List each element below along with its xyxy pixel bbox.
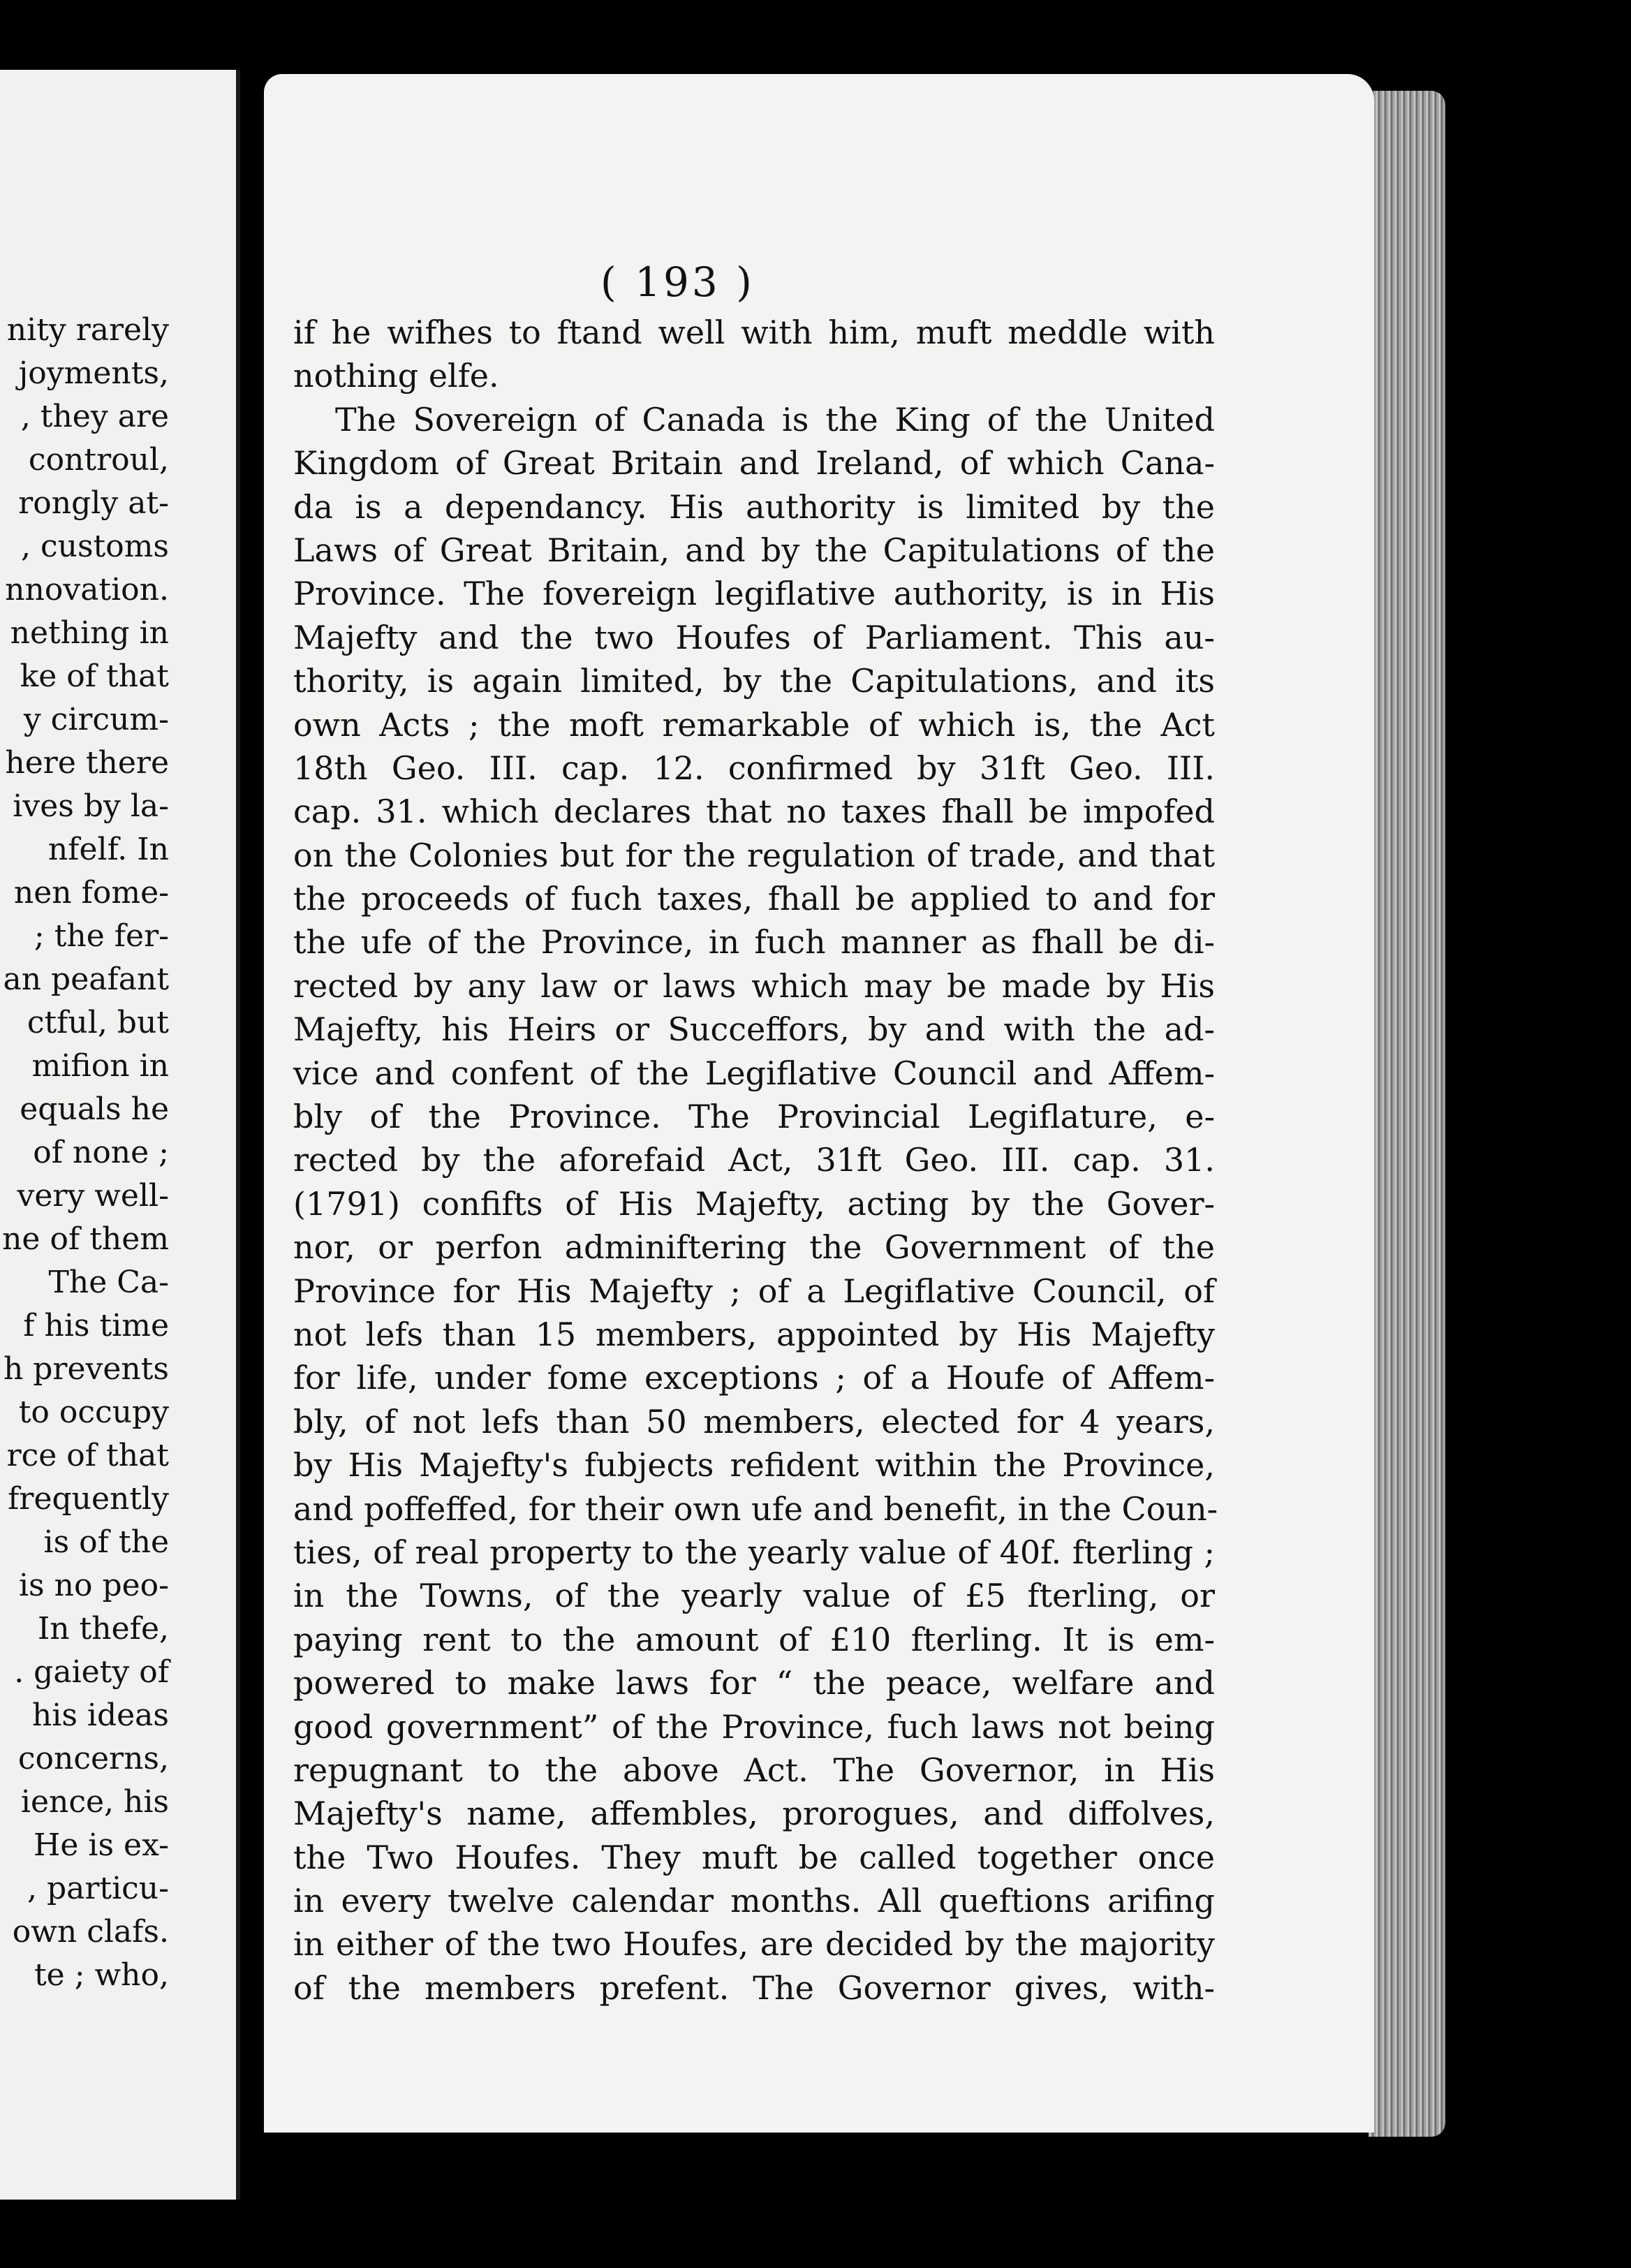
left-text-line: nnovation.	[5, 572, 169, 608]
left-text-line: is of the	[43, 1524, 169, 1560]
text-line: if he wifhes to ftand well with him, muft meddle with	[293, 314, 1215, 351]
left-text-line: h prevents	[3, 1351, 169, 1387]
text-line: Majefty and the two Houfes of Parliament. This au-	[293, 618, 1215, 656]
left-text-line: ctful, but	[27, 1005, 169, 1040]
left-text-line: concerns,	[17, 1741, 169, 1776]
left-text-line: , they are	[20, 399, 169, 434]
text-line: Province for His Majefty ; of a Legiflative Council, of	[293, 1272, 1215, 1310]
left-text-line: The Ca-	[48, 1265, 169, 1300]
text-line: da is a dependancy. His authority is limited by the	[293, 487, 1215, 526]
left-text-line: his ideas	[31, 1698, 169, 1733]
left-text-line: rongly at-	[18, 485, 169, 521]
left-text-line: . gaiety of	[14, 1654, 169, 1690]
text-line: thority, is again limited, by the Capitulations, and its	[293, 662, 1215, 700]
left-text-line: mifion in	[31, 1048, 169, 1084]
left-text-line: frequently	[8, 1481, 169, 1517]
left-text-line: here there	[5, 745, 169, 781]
left-page	[0, 70, 240, 2200]
left-text-line: ; the fer-	[34, 918, 169, 954]
left-text-line: joyments,	[18, 355, 169, 391]
left-text-line: , customs	[20, 529, 169, 564]
text-line: powered to make laws for “ the peace, welfare and	[293, 1664, 1215, 1702]
left-text-line: ives by la-	[13, 788, 169, 824]
left-text-line: equals he	[20, 1091, 169, 1127]
text-line: Majefty, his Heirs or Succeffors, by and with the ad-	[293, 1010, 1215, 1049]
left-text-line: , particu-	[27, 1871, 169, 1906]
left-text-line: ke of that	[20, 658, 169, 694]
text-line: paying rent to the amount of £10 fterling. It is em-	[293, 1620, 1215, 1658]
text-line: not lefs than 15 members, appointed by His Majefty	[293, 1315, 1215, 1353]
text-line: rected by the aforefaid Act, 31ft Geo. III. cap. 31.	[293, 1141, 1215, 1179]
text-line: rected by any law or laws which may be made by His	[293, 966, 1215, 1005]
text-line: the proceeds of fuch taxes, fhall be applied to and for	[293, 880, 1215, 918]
text-line: bly of the Province. The Provincial Legiflature, e-	[293, 1098, 1215, 1136]
text-line: vice and confent of the Legiflative Council and Affem-	[293, 1054, 1215, 1092]
text-line: in the Towns, of the yearly value of £5 fterling, or	[293, 1577, 1215, 1615]
text-line: by His Majefty's fubjects refident within the Province,	[293, 1446, 1215, 1485]
text-line: for life, under fome exceptions ; of a Houfe of Affem-	[293, 1359, 1215, 1397]
text-line: bly, of not lefs than 50 members, elected for 4 years,	[293, 1402, 1215, 1441]
page-edges	[1368, 91, 1445, 2137]
text-line: the ufe of the Province, in fuch manner as fhall be di-	[293, 923, 1215, 962]
text-line: ties, of real property to the yearly value of 40f. fterling ;	[293, 1533, 1215, 1571]
text-line: in either of the two Houfes, are decided by the majority	[293, 1925, 1215, 1964]
text-line: Laws of Great Britain, and by the Capitulations of the	[293, 531, 1215, 569]
text-line: the Two Houfes. They muft be called together once	[293, 1838, 1215, 1876]
left-text-line: rce of that	[6, 1438, 169, 1473]
left-page-text	[0, 309, 169, 1997]
left-text-line: nething in	[10, 615, 169, 651]
body-text	[293, 311, 1218, 2010]
left-text-line: ience, his	[20, 1784, 169, 1820]
page-number: ( 193 )	[600, 258, 755, 306]
left-text-line: controul,	[28, 442, 169, 478]
text-line: nor, or perfon adminiftering the Government of the	[293, 1228, 1215, 1267]
text-line: (1791) confifts of His Majefty, acting by the Gover-	[293, 1184, 1215, 1223]
left-text-line: an peafant	[3, 962, 169, 997]
text-line: Majefty's name, affembles, prorogues, and diffolves,	[293, 1795, 1215, 1833]
left-text-line: te ; who,	[34, 1957, 169, 1993]
left-text-line: In thefe,	[37, 1611, 169, 1647]
text-line: cap. 31. which declares that no taxes fhall be impofed	[293, 793, 1215, 831]
left-text-line: y circum-	[23, 702, 169, 737]
text-line: The Sovereign of Canada is the King of the United	[335, 400, 1215, 439]
left-text-line: nity rarely	[6, 312, 169, 348]
text-line: Kingdom of Great Britain and Ireland, of which Cana-	[293, 444, 1215, 483]
text-line: 18th Geo. III. cap. 12. confirmed by 31ft Geo. III.	[293, 749, 1215, 787]
text-line: own Acts ; the moft remarkable of which is, the Act	[293, 705, 1215, 744]
left-text-line: nen fome-	[13, 875, 169, 911]
left-text-line: is no peo-	[18, 1568, 169, 1603]
text-line: repugnant to the above Act. The Governor, in His	[293, 1751, 1215, 1789]
left-text-line: ne of them	[2, 1221, 169, 1257]
left-text-line: very well-	[17, 1178, 169, 1214]
left-text-line: f his time	[23, 1308, 169, 1343]
text-line: of the members prefent. The Governor gives, with-	[293, 1968, 1215, 2007]
text-line: Province. The fovereign legiflative authority, is in His	[293, 575, 1215, 613]
left-text-line: He is ex-	[34, 1827, 169, 1863]
text-line: and poffeffed, for their own ufe and benefit, in the Coun-	[293, 1489, 1218, 1528]
left-text-line: of none ;	[33, 1135, 169, 1170]
text-line: good government” of the Province, fuch laws not being	[293, 1707, 1215, 1746]
text-line: in every twelve calendar months. All queftions arifing	[293, 1882, 1215, 1920]
left-text-line: own clafs.	[12, 1914, 169, 1950]
left-text-line: to occupy	[18, 1394, 169, 1430]
text-line: nothing elfe.	[293, 357, 499, 395]
text-line: on the Colonies but for the regulation of trade, and that	[293, 836, 1215, 874]
left-text-line: nfelf. In	[47, 832, 169, 867]
